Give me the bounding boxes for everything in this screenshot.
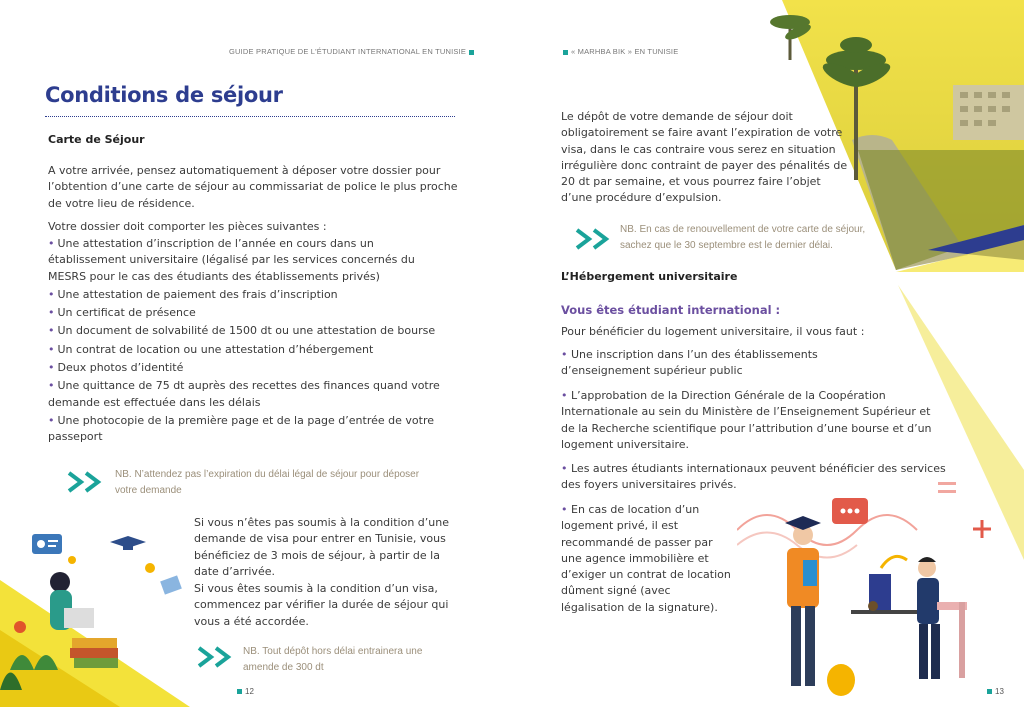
page-number-right: [984, 687, 1004, 696]
deposit-paragraph: Le dépôt de votre demande de séjour doit obligatoirement se faire avant l’expiration de votre visa, dans le cas contraire vous serez en situation irrégulière donc contraint de payer des pénalités de 20 dt par semaine, et vous pourrez faire l’objet d’une procédure d’expulsion.: [561, 110, 848, 205]
list-item: [561, 461, 961, 494]
visa-paragraph-1: Si vous n’êtes pas soumis à la condition d’une demande de visa pour entrer en Tunisie, vous bénéficiez de 3 mois de séjour, à partir de la date d’arrivée.: [194, 516, 449, 578]
list-item: [48, 323, 448, 339]
bullet-icon: •: [48, 342, 55, 356]
list-item: [48, 360, 448, 376]
running-head-left: [229, 47, 477, 56]
list-item-text: En cas de location d’un logement privé, il est recommandé de passer par une agence immobilière et d’exiger un contrat de location dûment signé (avec légalisation de la signature).: [561, 503, 731, 614]
page-number-left: [234, 687, 254, 696]
bullet-icon: •: [561, 503, 571, 516]
list-item-text: L’approbation de la Direction Générale de la Coopération Internationale au sein du Ministère de l’Enseignement Supérieur et de la Recherche scientifique pour l’attribution d’une bourse et d’un logement universitaire.: [561, 389, 932, 451]
list-item-text: Une attestation de paiement des frais d’inscription: [57, 287, 338, 301]
page-number-text: 12: [245, 687, 254, 696]
list-item: [48, 305, 448, 321]
nb-note-3: NB. En cas de renouvellement de votre carte de séjour, sachez que le 30 septembre est le dernier délai.: [620, 224, 866, 251]
nb-note-2: NB. Tout dépôt hors délai entrainera une amende de 300 dt: [243, 646, 423, 673]
running-head-text: GUIDE PRATIQUE DE L'ÉTUDIANT INTERNATIONAL EN TUNISIE: [229, 47, 467, 56]
bullet-icon: •: [561, 389, 571, 402]
nb-note-1: NB. N’attendez pas l’expiration du délai légal de séjour pour déposer votre demande: [115, 469, 420, 496]
list-item: [48, 236, 448, 285]
right-page: [512, 0, 1024, 707]
running-head-right: [560, 47, 678, 56]
list-item-text: Un contrat de location ou une attestation d’hébergement: [57, 342, 374, 356]
double-chevron-icon: [196, 644, 236, 670]
list-item-text: Une inscription dans l’un des établissements d’enseignement supérieur public: [561, 348, 818, 378]
housing-list-intro: Pour bénéficier du logement universitaire, il vous faut :: [561, 325, 865, 338]
visa-paragraph-2: Si vous êtes soumis à la condition d’un visa, commencez par vérifier la durée de séjour qui vous a été accordée.: [194, 582, 449, 628]
list-item: [48, 287, 448, 303]
bullet-icon: •: [48, 413, 55, 427]
running-head-text: « MARHBA BIK » EN TUNISIE: [571, 47, 679, 56]
page-number-text: 13: [995, 687, 1004, 696]
bullet-icon: •: [48, 361, 55, 375]
double-chevron-icon: [574, 226, 614, 252]
square-icon: [237, 689, 242, 694]
list-item: [561, 388, 941, 453]
list-item: [48, 342, 448, 358]
list-item-text: Une quittance de 75 dt auprès des recettes des finances quand votre demande est effectuée dans les délais: [48, 379, 440, 409]
list-item: [561, 502, 736, 616]
page-title: Conditions de séjour: [45, 83, 283, 107]
subheading-international: Vous êtes étudiant international :: [561, 303, 781, 317]
list-item-text: Une attestation d’inscription de l’année en cours dans un établissement universitaire (légalisé par les services concernés du MESRS pour le cas des étudiants des établissements privés): [48, 237, 415, 283]
bullet-icon: •: [48, 379, 55, 393]
student-laptop-illustration: [0, 520, 200, 707]
bullet-icon: •: [48, 306, 55, 320]
list-item-text: Les autres étudiants internationaux peuvent bénéficier des services des foyers universitaires privés.: [561, 462, 946, 492]
square-icon: [987, 689, 992, 694]
bullet-icon: •: [48, 237, 55, 250]
required-documents-list: [48, 236, 448, 446]
list-intro: Votre dossier doit comporter les pièces suivantes :: [48, 220, 327, 233]
list-item-text: Deux photos d’identité: [57, 361, 184, 375]
bullet-icon: •: [48, 287, 55, 301]
double-chevron-icon: [66, 469, 106, 495]
bullet-icon: •: [561, 348, 571, 361]
dotted-divider: [45, 116, 455, 117]
list-item: [48, 413, 448, 446]
section-heading-hebergement: L’Hébergement universitaire: [561, 270, 738, 283]
list-item-text: Un document de solvabilité de 1500 dt ou une attestation de bourse: [57, 324, 436, 338]
bullet-icon: •: [48, 324, 55, 338]
list-item-text: Un certificat de présence: [57, 306, 196, 320]
bullet-icon: •: [561, 462, 571, 475]
square-icon: [469, 50, 474, 55]
list-item-text: Une photocopie de la première page et de la page d’entrée de votre passeport: [48, 413, 434, 444]
students-illustration: [737, 490, 997, 700]
list-item: [561, 347, 861, 380]
list-item: [48, 378, 448, 411]
square-icon: [563, 50, 568, 55]
intro-paragraph: A votre arrivée, pensez automatiquement à déposer votre dossier pour l’obtention d’une carte de séjour au commissariat de police le plus proche de votre lieu de résidence.: [48, 164, 458, 210]
section-heading-carte: Carte de Séjour: [48, 133, 145, 146]
